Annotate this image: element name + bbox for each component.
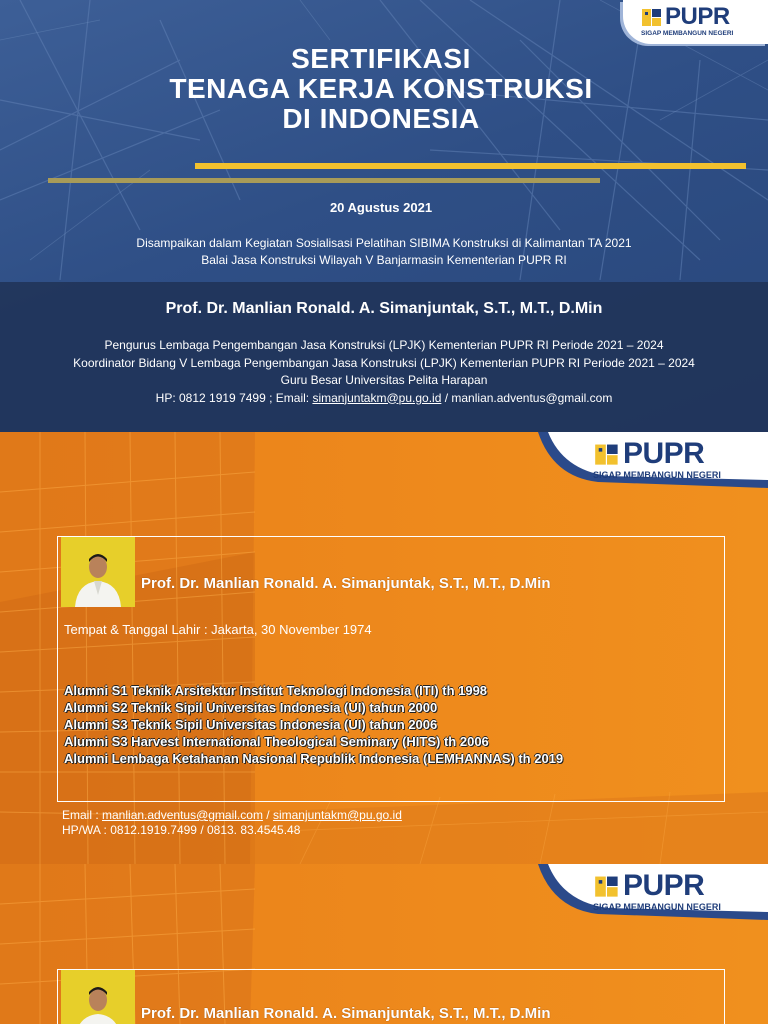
accent-bar-yellow xyxy=(195,163,746,169)
presentation-date: 20 Agustus 2021 xyxy=(329,200,433,215)
profile-name: Prof. Dr. Manlian Ronald. A. Simanjuntak, S.T., M.T., D.Min xyxy=(141,1005,551,1022)
profile-photo xyxy=(61,970,135,1024)
subtitle-line: Balai Jasa Konstruksi Wilayah V Banjarmasin Kementerian PUPR RI xyxy=(201,253,567,267)
pupr-logo xyxy=(593,869,721,912)
contact-prefix: HP: 0812 1919 7499 ; Email: xyxy=(155,390,313,405)
subtitle-line: Disampaikan dalam Kegiatan Sosialisasi Pelatihan SIBIMA Konstruksi di Kalimantan TA 2021 xyxy=(136,236,632,250)
contact-separator: / xyxy=(441,390,452,405)
logo-tagline: SIGAP MEMBANGUN NEGERI xyxy=(641,30,734,37)
title-line: TENAGA KERJA KONSTRUKSI xyxy=(169,73,593,104)
education-item: Alumni S3 Harvest International Theological Seminary (HITS) th 2006 xyxy=(64,734,489,749)
email-link-2[interactable]: simanjuntakm@pu.go.id xyxy=(272,808,402,822)
profile-name: Prof. Dr. Manlian Ronald. A. Simanjuntak, S.T., M.T., D.Min xyxy=(141,575,551,592)
pupr-logo xyxy=(593,437,721,480)
presenter-name: Prof. Dr. Manlian Ronald. A. Simanjuntak, S.T., M.T., D.Min xyxy=(165,300,603,317)
pupr-mark-icon xyxy=(641,6,663,28)
birth-info: Tempat & Tanggal Lahir : Jakarta, 30 November 1974 xyxy=(64,622,372,637)
email-line xyxy=(62,808,402,823)
pupr-logo xyxy=(641,5,733,37)
email-text-2: manlian.adventus@gmail.com xyxy=(451,390,613,405)
profile-slide-repeat xyxy=(0,864,768,1024)
education-item: Alumni S1 Teknik Arsitektur Institut Teknologi Indonesia (ITI) th 1998 xyxy=(64,683,488,698)
logo-tagline: SIGAP MEMBANGUN NEGERI xyxy=(593,470,721,480)
accent-bar-olive xyxy=(48,178,600,183)
email-link-1[interactable]: simanjuntakm@pu.go.id xyxy=(312,390,442,405)
email-separator: / xyxy=(262,808,273,822)
education-item: Alumni Lembaga Ketahanan Nasional Republik Indonesia (LEMHANNAS) th 2019 xyxy=(64,751,564,766)
slide-title xyxy=(0,44,762,134)
logo-word: PUPR xyxy=(623,437,705,470)
title-line: DI INDONESIA xyxy=(282,103,480,134)
profile-photo xyxy=(61,537,135,607)
profile-slide xyxy=(0,432,768,864)
logo-word: PUPR xyxy=(665,3,730,30)
title-line: SERTIFIKASI xyxy=(291,43,471,74)
email-link-1[interactable]: manlian.adventus@gmail.com xyxy=(102,808,263,822)
phone-line: HP/WA : 0812.1919.7499 / 0813. 83.4545.48 xyxy=(62,823,301,837)
pupr-mark-icon xyxy=(593,441,621,467)
person-photo xyxy=(61,970,135,1024)
event-subtitle xyxy=(0,235,768,269)
pupr-mark-icon xyxy=(593,873,621,899)
profile-contact xyxy=(62,808,402,838)
info-line: Pengurus Lembaga Pengembangan Jasa Konstruksi (LPJK) Kementerian PUPR RI Periode 2021 – 2024 xyxy=(104,338,664,352)
email-prefix: Email : xyxy=(62,808,103,822)
info-line: Koordinator Bidang V Lembaga Pengembangan Jasa Konstruksi (LPJK) Kementerian PUPR RI Periode 2021 – 2024 xyxy=(73,355,695,370)
contact-line xyxy=(0,390,768,408)
education-item: Alumni S2 Teknik Sipil Universitas Indonesia (UI) tahun 2000 xyxy=(64,700,438,715)
title-slide xyxy=(0,0,768,432)
logo-word: PUPR xyxy=(623,869,705,902)
logo-tagline: SIGAP MEMBANGUN NEGERI xyxy=(593,902,721,912)
info-line: Guru Besar Universitas Pelita Harapan xyxy=(280,373,488,387)
education-list xyxy=(64,682,563,767)
presenter-info xyxy=(0,337,768,407)
education-item: Alumni S3 Teknik Sipil Universitas Indonesia (UI) tahun 2006 xyxy=(64,717,438,732)
person-photo xyxy=(61,537,135,607)
